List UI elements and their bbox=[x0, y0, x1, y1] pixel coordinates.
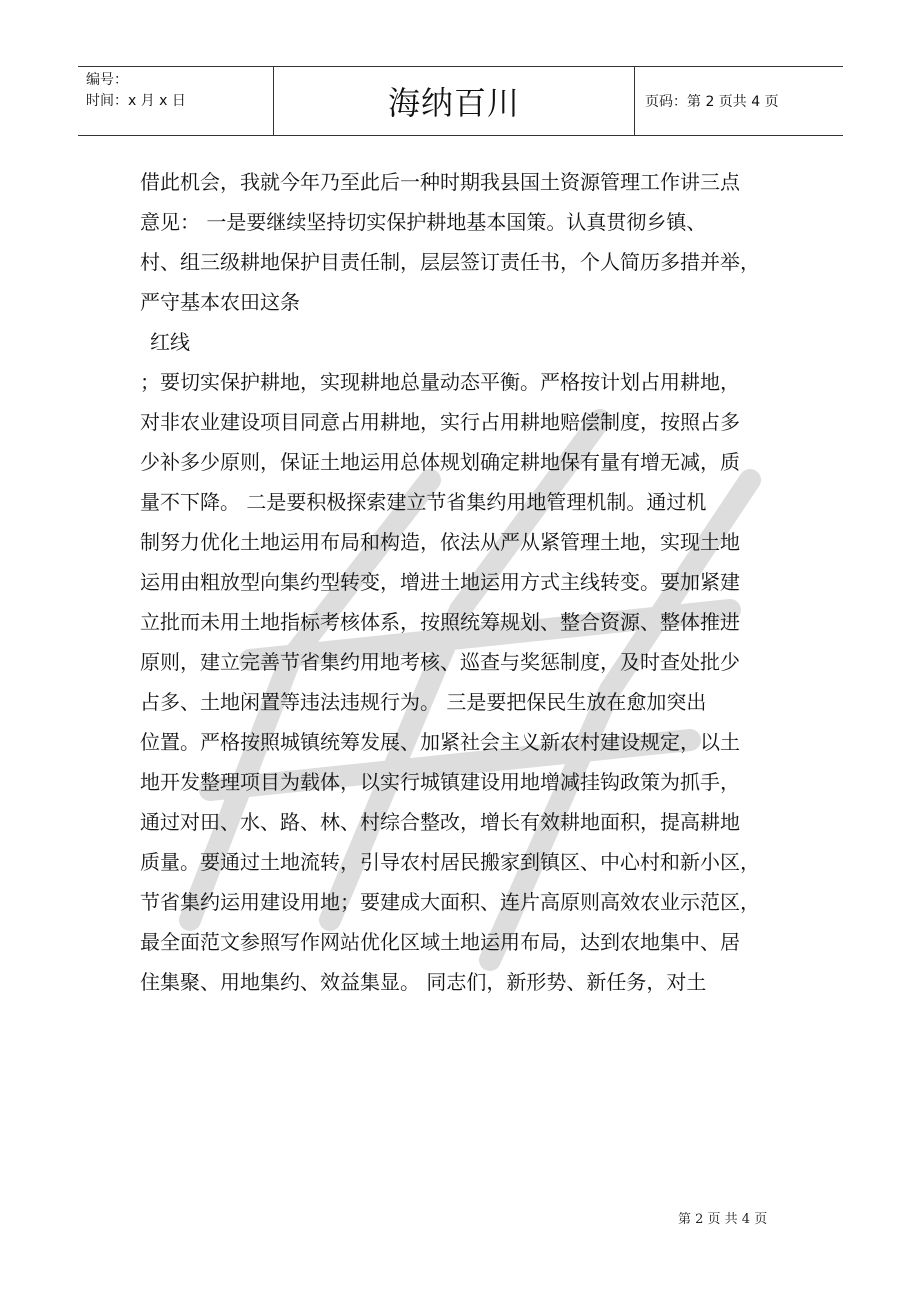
document-header bbox=[78, 66, 843, 136]
number-label: 编号： bbox=[86, 72, 128, 88]
body-line: 运用由粗放型向集约型转变，增进土地运用方式主线转变。要加紧建 bbox=[140, 570, 740, 594]
body-line: 少补多少原则，保证土地运用总体规划确定耕地保有量有增无减，质 bbox=[140, 450, 740, 474]
body-line: 占多、土地闲置等违法违规行为。 三是要把保民生放在愈加突出 bbox=[140, 690, 707, 714]
body-line: 位置。严格按照城镇统筹发展、加紧社会主义新农村建设规定，以土 bbox=[140, 730, 740, 754]
body-line: 立批而未用土地指标考核体系，按照统筹规划、整合资源、整体推进 bbox=[140, 610, 740, 634]
page-number-label: 页码：第 2 页共 4 页 bbox=[645, 94, 779, 110]
body-line: 对非农业建设项目同意占用耕地，实行占用耕地赔偿制度，按照占多 bbox=[140, 410, 740, 434]
body-line: 质量。要通过土地流转，引导农村居民搬家到镇区、中心村和新小区， bbox=[140, 850, 760, 874]
body-line: 原则，建立完善节省集约用地考核、巡查与奖惩制度，及时查处批少 bbox=[140, 650, 740, 674]
body-line: 量不下降。 二是要积极探索建立节省集约用地管理机制。通过机 bbox=[140, 490, 707, 514]
body-line: 节省集约运用建设用地；要建成大面积、连片高原则高效农业示范区， bbox=[140, 890, 760, 914]
body-line: 地开发整理项目为载体，以实行城镇建设用地增减挂钩政策为抓手， bbox=[140, 770, 740, 794]
body-line: 意见： 一是要继续坚持切实保护耕地基本国策。认真贯彻乡镇、 bbox=[140, 210, 707, 234]
page-footer: 第 2 页 共 4 页 bbox=[678, 1212, 768, 1227]
body-line: 红线 bbox=[150, 330, 190, 354]
body-line: 借此机会，我就今年乃至此后一种时期我县国土资源管理工作讲三点 bbox=[140, 170, 740, 194]
document-title: 海纳百川 bbox=[387, 84, 520, 122]
body-text bbox=[140, 162, 800, 1002]
header-title-cell bbox=[274, 67, 635, 135]
body-line: 住集聚、用地集约、效益集显。 同志们，新形势、新任务，对土 bbox=[140, 970, 707, 994]
body-line: 制努力优化土地运用布局和构造，依法从严从紧管理土地，实现土地 bbox=[140, 530, 740, 554]
body-line: ；要切实保护耕地，实现耕地总量动态平衡。严格按计划占用耕地， bbox=[140, 370, 740, 394]
body-line: 村、组三级耕地保护目责任制，层层签订责任书，个人简历多措并举， bbox=[140, 250, 760, 274]
header-meta-cell bbox=[78, 67, 274, 135]
body-line: 最全面范文参照写作网站优化区域土地运用布局，达到农地集中、居 bbox=[140, 930, 740, 954]
body-line: 严守基本农田这条 bbox=[140, 290, 300, 314]
body-line: 通过对田、水、路、林、村综合整改，增长有效耕地面积，提高耕地 bbox=[140, 810, 740, 834]
time-label: 时间：x 月 x 日 bbox=[86, 93, 186, 109]
header-page-cell bbox=[635, 67, 843, 135]
